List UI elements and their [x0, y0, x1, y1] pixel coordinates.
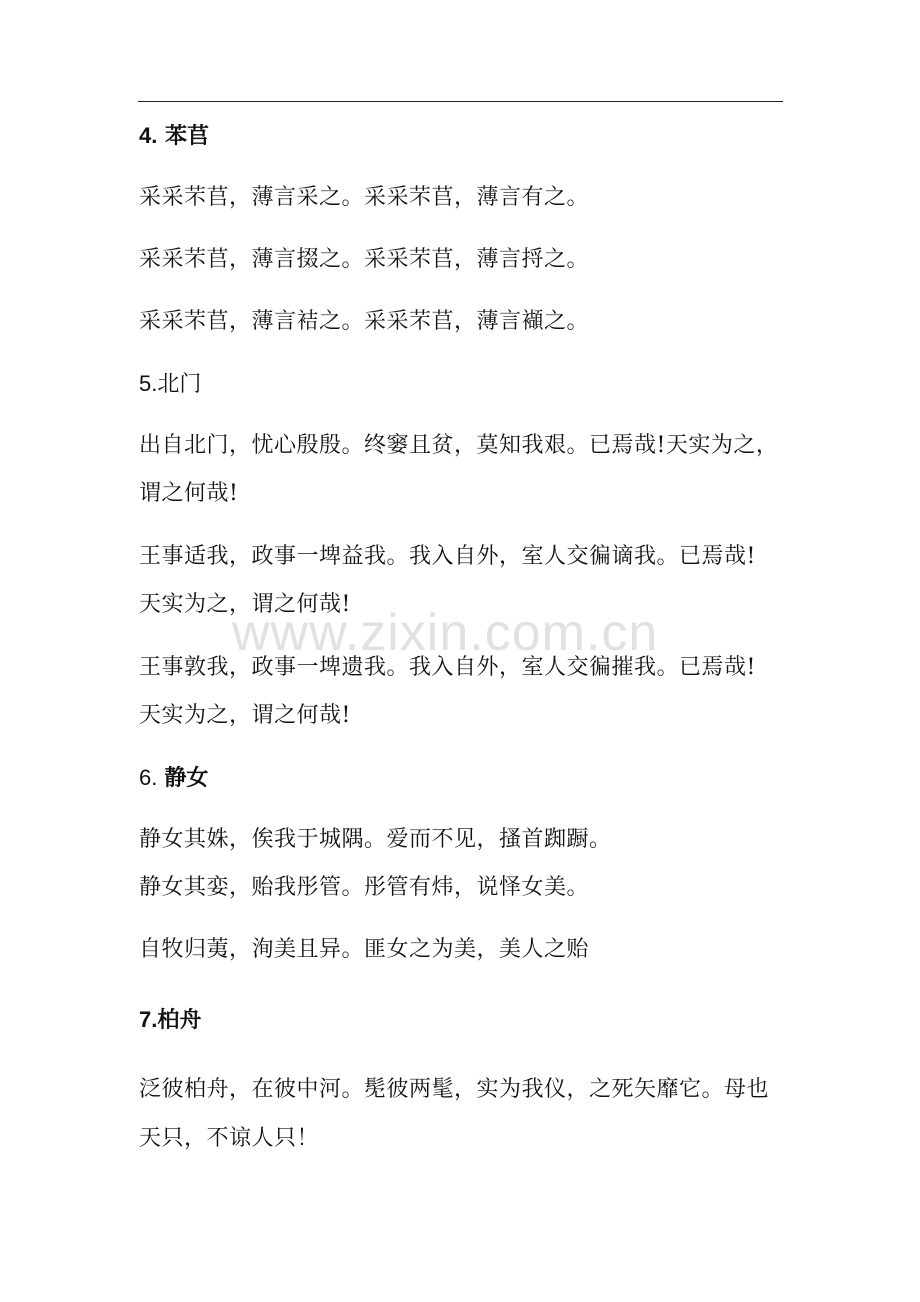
section-number: 6. — [139, 765, 158, 790]
poem-line: 采采芣苢，薄言掇之。采采芣苢，薄言捋之。 — [139, 247, 590, 272]
poem-line: 出自北门，忧心殷殷。终窭且贫，莫知我艰。已焉哉!天实为之， — [139, 433, 779, 458]
section-title: 柏舟 — [157, 1007, 202, 1033]
poem-line: 天只，不谅人只！ — [139, 1126, 320, 1151]
section-heading-7 — [139, 1005, 201, 1035]
poem-line: 静女其娈，贻我彤管。彤管有炜，说怿女美。 — [139, 875, 590, 900]
header-rule — [138, 101, 783, 102]
poem-line: 自牧归荑，洵美且异。匪女之为美，美人之贻 — [139, 937, 590, 962]
poem-line: 静女其姝，俟我于城隅。爱而不见，搔首踟蹰。 — [139, 827, 612, 852]
poem-line: 天实为之，谓之何哉! — [139, 592, 351, 617]
section-title: 苯苢 — [165, 123, 210, 149]
section-title: 北门 — [157, 372, 202, 397]
section-heading-5 — [139, 369, 201, 400]
section-heading-4 — [139, 121, 209, 151]
poem-line: 谓之何哉! — [139, 481, 239, 506]
poem-line: 天实为之，谓之何哉! — [139, 703, 351, 728]
section-number: 5. — [139, 371, 158, 396]
section-heading-6 — [139, 763, 208, 794]
poem-line: 采采芣苢，薄言采之。采采芣苢，薄言有之。 — [139, 185, 590, 210]
poem-line: 泛彼柏舟，在彼中河。髧彼两髦，实为我仪，之死矢靡它。母也 — [139, 1077, 770, 1102]
poem-line: 采采芣苢，薄言袺之。采采芣苢，薄言襭之。 — [139, 309, 590, 334]
watermark: www.zixin.com.cn — [232, 604, 659, 662]
section-title: 静女 — [164, 765, 209, 791]
section-number: 4. — [139, 123, 158, 148]
poem-line: 王事适我，政事一埤益我。我入自外，室人交徧谪我。已焉哉! — [139, 544, 756, 569]
section-number: 7. — [139, 1007, 158, 1032]
poem-line: 王事敦我，政事一埤遗我。我入自外，室人交徧摧我。已焉哉! — [139, 655, 756, 680]
